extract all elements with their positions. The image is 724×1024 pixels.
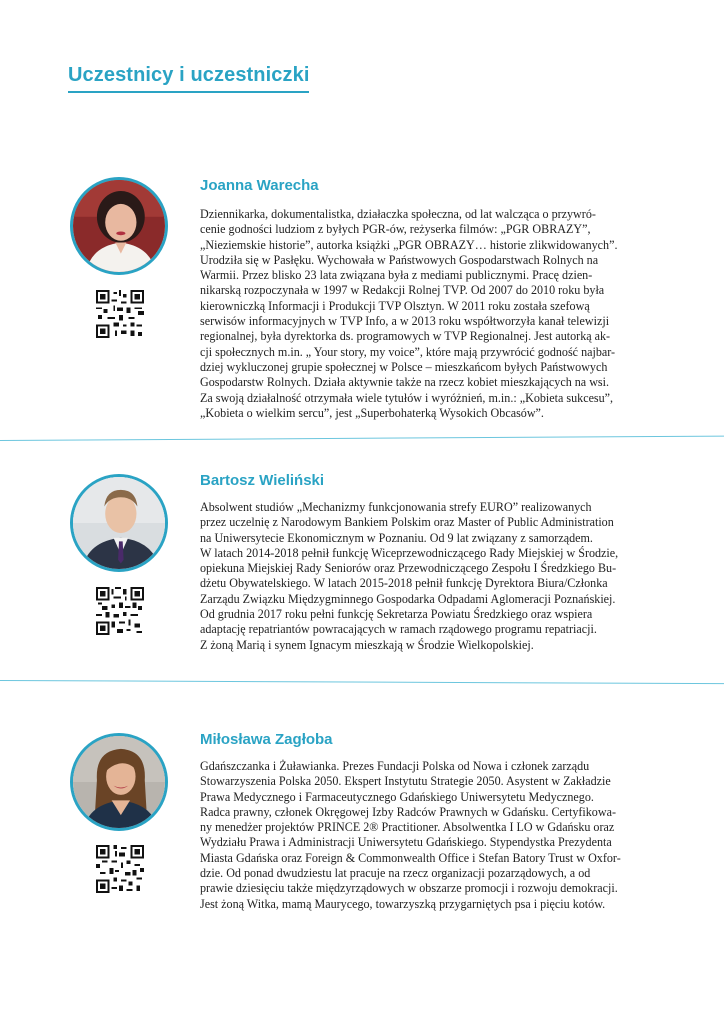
bio-line: „Nieziemskie historie”, autorka książki „PGR OBRAZY… historie zlikwidowanych”. [200, 237, 618, 252]
qr-code-joanna-warecha[interactable] [96, 290, 144, 338]
portrait-man-suit-icon [73, 477, 165, 569]
bio-line: Miasta Gdańska oraz Foreign & Commonwealth Office i Stefan Batory Trust w Oxfor- [200, 850, 621, 865]
page-title: Uczestnicy i uczestniczki [68, 64, 309, 93]
qr-code-miloslawa-zagloba[interactable] [96, 845, 144, 893]
portrait-woman-dark-hair-icon [73, 180, 165, 272]
bio-line: cji społecznych m.in. „ Your story, my voice”, które mają przywrócić godność najbar- [200, 344, 616, 359]
bio-line: Radca prawny, członek Okręgowej Izby Radców Prawnych w Gdańsku. Certyfikowa- [200, 804, 616, 819]
bio-line: Od grudnia 2017 roku pełni funkcję Sekretarza Powiatu Średzkiego oraz wspiera [200, 607, 593, 622]
portrait-woman-long-hair-icon [73, 736, 165, 828]
bio-line: ny menedżer projektów PRINCE 2® Practitioner. Absolwentka I LO w Gdańsku oraz [200, 820, 615, 835]
bio-line: dziej wykluczonej grupie społecznej w Polsce – mieszkańcom byłych Państwowych [200, 359, 608, 374]
bio-line: Absolwent studiów „Mechanizmy funkcjonowania strefy EURO” realizowanych [200, 500, 592, 514]
participant-bio [200, 207, 660, 421]
qr-code-icon [96, 845, 144, 893]
participant-bio [200, 500, 660, 653]
qr-code-bartosz-wielinski[interactable] [96, 587, 144, 635]
participant-photo-joanna-warecha [70, 177, 168, 275]
qr-code-icon [96, 290, 144, 338]
bio-line: przez uczelnię z Narodowym Bankiem Polskim oraz Master of Public Administration [200, 515, 614, 530]
bio-line: nikarską rozpoczynała w 1997 w Redakcji Rolnej TVP. Od 2007 do 2010 roku była [200, 283, 605, 298]
bio-line: Urodziła się w Pasłęku. Wychowała w Państwowych Gospodarstwach Rolnych na [200, 252, 599, 267]
bio-line: Warmii. Przez blisko 23 lata związana była z mediami publicznymi. Pracę dzien- [200, 268, 593, 283]
bio-line: regionalnej, była dyrektorka ds. programowych w TVP Regionalnej. Jest autorką ak- [200, 329, 611, 344]
bio-line: Prawa Medycznego i Farmaceutycznego Gdańskiego Uniwersytetu Medycznego. [200, 789, 594, 804]
bio-line: Zarządu Związku Międzygminnego Gospodarka Odpadami Aglomeracji Poznańskiej. [200, 591, 616, 606]
participant-name: Miłosława Zagłoba [200, 731, 333, 748]
participant-photo-bartosz-wielinski [70, 474, 168, 572]
bio-line: Za swoją działalność otrzymała wiele tytułów i wyróżnień, m.in.: „Kobieta sukcesu”, [200, 390, 614, 405]
bio-line: „Kobieta o wielkim sercu”, jest „Superbohaterką Wysokich Obcasów”. [200, 405, 544, 420]
bio-line: Gospodarstw Rolnych. Działa aktywnie także na rzecz kobiet mieszkających na wsi. [200, 375, 610, 390]
bio-line: serwisów informacyjnych w TVP Info, a w 2013 roku współtworzyła kanał telewizji [200, 314, 610, 329]
bio-line: dżetu Obywatelskiego. W latach 2015-2018 pełnił funkcję Dyrektora Biura/Członka [200, 576, 608, 591]
bio-line: Gdańszczanka i Żuławianka. Prezes Fundacji Polska od Nowa i członek zarządu [200, 759, 590, 773]
bio-line: Jest żoną Witka, mamą Maurycego, towarzyszką przygarniętych psa i pięciu kotów. [200, 896, 606, 911]
bio-line: Wydziału Prawa i Administracji Uniwersytetu Gdańskiego. Stypendystka Prezydenta [200, 835, 612, 850]
bio-line: Z żoną Marią i synem Ignacym mieszkają w Środzie Wielkopolskiej. [200, 637, 534, 652]
bio-line: W latach 2014-2018 pełnił funkcję Wiceprzewodniczącego Rady Miejskiej w Środzie, [200, 545, 619, 560]
bio-line: prawie dziesięciu także międzyrządowych w obszarze promocji i rozwoju demokracji. [200, 881, 618, 896]
bio-line: Stowarzyszenia Polska 2050. Ekspert Instytutu Strategie 2050. Asystent w Zakładzie [200, 774, 611, 789]
bio-line: na Uniwersytecie Ekonomicznym w Poznaniu. Od 9 lat związany z samorządem. [200, 530, 593, 545]
section-divider [0, 680, 724, 684]
participant-name: Bartosz Wieliński [200, 472, 325, 489]
bio-line: opiekuna Miejskiej Rady Seniorów oraz Przewodniczącego Zespołu I Średzkiego Bu- [200, 561, 617, 576]
section-divider [0, 436, 724, 441]
bio-line: dzie. Od ponad dwudziestu lat pracuje na rzecz organizacji pozarządowych, a od [200, 866, 591, 881]
bio-line: Dziennikarka, dokumentalistka, działaczka społeczna, od lat walcząca o przywró- [200, 207, 596, 221]
participant-bio [200, 759, 660, 912]
bio-line: kierowniczką Informacji i Produkcji TVP Olsztyn. W 2011 roku została szefową [200, 298, 590, 313]
participant-name: Joanna Warecha [200, 177, 319, 194]
bio-line: cenie godności ludziom z byłych PGR-ów, reżyserka filmów: „PGR OBRAZY”, [200, 222, 591, 237]
bio-line: adaptację repatriantów powracających w ramach rządowego programu repatriacji. [200, 622, 597, 637]
participant-photo-miloslawa-zagloba [70, 733, 168, 831]
qr-code-icon [96, 587, 144, 635]
